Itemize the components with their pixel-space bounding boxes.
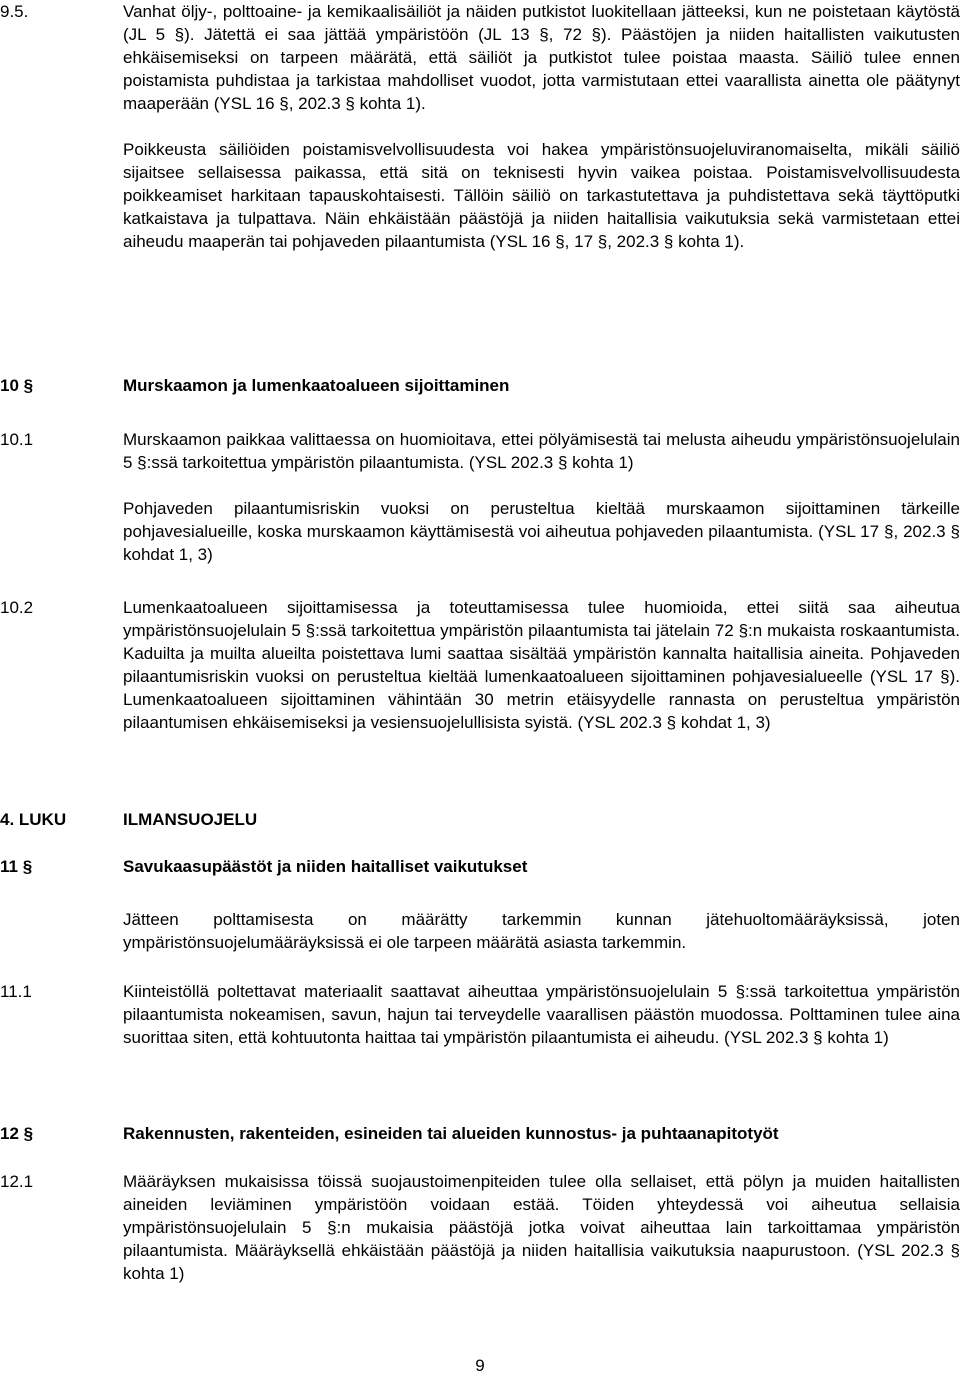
section-number: 10.1 [0, 430, 34, 449]
section-heading: Savukaasupäästöt ja niiden haitalliset vaikutukset [123, 857, 528, 876]
section-number: 10.2 [0, 598, 34, 617]
paragraph: Kiinteistöllä poltettavat materiaalit saattavat aiheuttaa ympäristönsuojelulain 5 §:ssä tarkoitettua ympäristön pilaantumista nokeamisen, savun, hajun tai terveydelle vaarallisen päästön muodossa. Polttaminen tulee aina suorittaa siten, että kohtuutonta haittaa tai ympäristön pilaantumista ei aiheudu. (YSL 202.3 § kohta 1) [123, 982, 960, 1047]
section-text [123, 980, 960, 1049]
chapter-number: 4. LUKU [0, 810, 67, 829]
paragraph: Määräyksen mukaisissa töissä suojaustoimenpiteiden tulee olla sellaiset, että pölyn ja muiden haitallisten aineiden leviäminen ympäristöön voidaan estää. Töiden yhteydessä voi aiheutua sellaisia ympäristönsuojelulain 5 §:n mukaisia päästöjä jotka voivat aiheuttaa lain tarkoittamaa ympäristön pilaantumista. Määräyksellä ehkäistään päästöjä ja niiden haitallisia vaikutuksia naapurustoon. (YSL 202.3 § kohta 1) [123, 1172, 960, 1283]
section-number: 12 § [0, 1124, 34, 1143]
section-text [123, 596, 960, 734]
paragraph: Poikkeusta säiliöiden poistamisvelvollisuudesta voi hakea ympäristönsuojeluviranomaiselta, mikäli säiliö sijaitsee sellaisessa paikassa, että sitä on teknisesti hyvin vaikea poistaa. Poistamisvelvollisuudesta poikkeamiset harkitaan tapauskohtaisesti. Tällöin säiliö on tarkastutettava ja puhdistettava sekä täyttöputki katkaistava ja tulpattava. Näin ehkäistään päästöjä ja niiden haitallisia vaikutuksia sekä varmistetaan ettei aiheudu maaperän tai pohjaveden pilaantumista (YSL 16 §, 17 §, 202.3 § kohta 1). [123, 140, 960, 251]
section-heading: Murskaamon ja lumenkaatoalueen sijoittaminen [123, 376, 510, 395]
paragraph: Vanhat öljy-, polttoaine- ja kemikaalisäiliöt ja näiden putkistot luokitellaan jätteeksi, kun ne poistetaan käytöstä (JL 5 §). Jätettä ei saa jättää ympäristöön (JL 13 §, 72 §). Päästöjen ja niiden haitallisten vaikutusten ehkäisemiseksi on tarpeen määrätä, että säiliöt ja putkistot tulee poistaa maasta. Säiliö tulee ennen poistamista puhdistaa ja tarkistaa mahdolliset vuodot, jotta varmistutaan ettei vaarallista ainetta ole päätynyt maaperään (YSL 16 §, 202.3 § kohta 1). [123, 2, 960, 113]
section-heading: Rakennusten, rakenteiden, esineiden tai alueiden kunnostus- ja puhtaanapitotyöt [123, 1124, 779, 1143]
section-number: 9.5. [0, 2, 29, 21]
section-number: 12.1 [0, 1172, 34, 1191]
section-number: 11 § [0, 857, 33, 876]
page-number: 9 [475, 1356, 485, 1375]
section-text [123, 0, 960, 253]
paragraph: Jätteen polttamisesta on määrätty tarkemmin kunnan jätehuoltomääräyksissä, joten ympäristönsuojelumääräyksissä ei ole tarpeen määrätä asiasta tarkemmin. [123, 910, 960, 952]
section-number: 11.1 [0, 982, 32, 1001]
paragraph: Murskaamon paikkaa valittaessa on huomioitava, ettei pölyämisestä tai melusta aiheudu ympäristönsuojelulain 5 §:ssä tarkoitettua ympäristön pilaantumista. (YSL 202.3 § kohta 1) [123, 430, 960, 472]
section-number: 10 § [0, 376, 34, 395]
section-text [123, 908, 960, 954]
chapter-heading: ILMANSUOJELU [123, 810, 258, 829]
paragraph: Lumenkaatoalueen sijoittamisessa ja toteuttamisessa tulee huomioida, ettei siitä saa aiheutua ympäristönsuojelulain 5 §:ssä tarkoitettua ympäristön pilaantumista tai jätelain 72 §:n mukaista roskaantumista. Kaduilta ja muilta alueilta poistettava lumi saattaa sisältää ympäristön kannalta haitallisia aineita. Pohjaveden pilaantumisriskin vuoksi on perusteltua kieltää lumenkaatoalueen sijoittaminen pohjavesialueelle (YSL 17 §). Lumenkaatoalueen sijoittaminen vähintään 30 metrin etäisyydelle rannasta on perusteltua ympäristön pilaantumisen ehkäisemiseksi ja vesiensuojelullisista syistä. (YSL 202.3 § kohdat 1, 3) [123, 598, 960, 732]
section-text [123, 1170, 960, 1285]
paragraph: Pohjaveden pilaantumisriskin vuoksi on perusteltua kieltää murskaamon sijoittaminen tärkeille pohjavesialueille, koska murskaamon käyttämisestä voi aiheutua pohjaveden pilaantumista. (YSL 17 §, 202.3 § kohdat 1, 3) [123, 499, 960, 564]
section-text [123, 428, 960, 566]
